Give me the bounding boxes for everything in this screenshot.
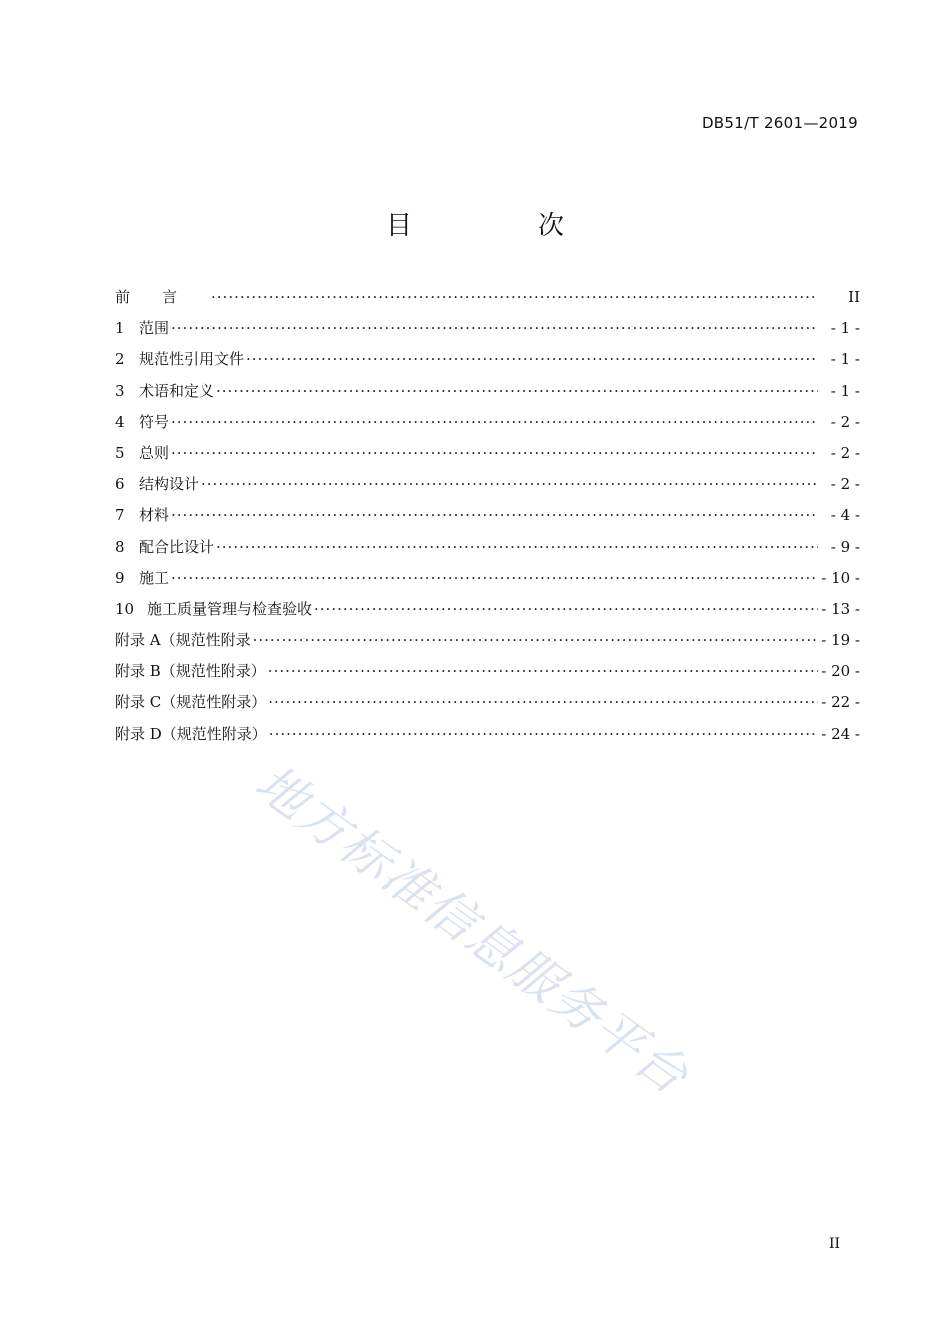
toc-entry-number: 3: [115, 381, 125, 400]
toc-entry-label: 施工质量管理与检查验收: [147, 599, 313, 618]
toc-leader-dots: [211, 288, 818, 306]
toc-entry-number: 1: [115, 319, 125, 338]
toc-leader-dots: [314, 600, 818, 618]
page-title: 目 次: [385, 211, 614, 241]
toc-entry-label: 附录 C（规范性附录）: [115, 693, 267, 712]
toc-entry-label: 结构设计: [139, 475, 200, 494]
toc-entry-label: 范围: [139, 319, 170, 338]
toc-entry-number: 6: [115, 475, 125, 494]
toc-entry[interactable]: [115, 660, 860, 691]
toc-entry[interactable]: [115, 473, 860, 504]
toc-entry-page: - 2 -: [830, 475, 860, 494]
standard-code: DB51/T 2601—2019: [701, 114, 858, 132]
toc-entry-label: 材料: [139, 506, 170, 525]
toc-entry[interactable]: [115, 504, 860, 535]
toc-entry-page: - 4 -: [830, 506, 860, 525]
toc-entry-number: 4: [115, 412, 125, 431]
toc-leader-dots: [268, 662, 818, 680]
toc-entry[interactable]: [115, 317, 860, 348]
toc-entry[interactable]: [115, 348, 860, 379]
toc-entry-page: - 1 -: [830, 319, 860, 338]
toc-entry[interactable]: [115, 723, 860, 754]
toc-leader-dots: [171, 444, 818, 462]
toc-entry-page: - 19 -: [821, 631, 860, 650]
toc-entry[interactable]: [115, 567, 860, 598]
table-of-contents: [115, 286, 860, 754]
toc-entry-page: - 10 -: [821, 568, 860, 587]
toc-entry[interactable]: [115, 380, 860, 411]
toc-entry-number: 2: [115, 350, 125, 369]
page-number: II: [828, 1236, 840, 1252]
toc-entry-label: 施工: [139, 568, 170, 587]
toc-entry-page: - 1 -: [830, 381, 860, 400]
toc-entry[interactable]: [115, 442, 860, 473]
toc-leader-dots: [268, 693, 818, 711]
toc-entry[interactable]: [115, 411, 860, 442]
toc-entry[interactable]: [115, 691, 860, 722]
toc-entry-label: 术语和定义: [139, 381, 215, 400]
toc-entry-page: - 2 -: [830, 412, 860, 431]
toc-leader-dots: [216, 538, 818, 556]
toc-entry-number: 5: [115, 443, 125, 462]
toc-entry[interactable]: [115, 286, 860, 317]
toc-entry-page: - 20 -: [821, 662, 860, 681]
toc-leader-dots: [171, 506, 818, 524]
toc-entry-page: - 13 -: [821, 599, 860, 618]
watermark: 地方标准信息服务平台: [244, 753, 700, 1107]
toc-entry-number: 9: [115, 568, 125, 587]
toc-entry-number: 7: [115, 506, 125, 525]
toc-entry-number: 8: [115, 537, 125, 556]
toc-entry-page: - 24 -: [821, 724, 860, 743]
toc-entry-label: 总则: [139, 443, 170, 462]
toc-leader-dots: [201, 475, 818, 493]
toc-entry-page: - 2 -: [830, 443, 860, 462]
toc-leader-dots: [253, 631, 818, 649]
toc-entry-label: 附录 A（规范性附录: [115, 631, 251, 650]
toc-entry-page: II: [848, 288, 860, 306]
toc-entry-number: 10: [115, 599, 135, 618]
toc-entry[interactable]: [115, 629, 860, 660]
toc-entry-label: 符号: [139, 412, 170, 431]
toc-entry-page: - 22 -: [821, 693, 860, 712]
toc-entry[interactable]: [115, 598, 860, 629]
toc-entry-page: - 9 -: [830, 537, 860, 556]
toc-entry-label: 附录 B（规范性附录）: [115, 662, 266, 681]
toc-leader-dots: [171, 569, 818, 587]
toc-leader-dots: [171, 319, 818, 337]
toc-leader-dots: [171, 413, 818, 431]
toc-entry-label: 规范性引用文件: [139, 350, 245, 369]
toc-entry-page: - 1 -: [830, 350, 860, 369]
toc-leader-dots: [216, 382, 818, 400]
toc-entry-label: 前言: [115, 288, 210, 306]
toc-leader-dots: [246, 350, 818, 368]
toc-entry[interactable]: [115, 536, 860, 567]
toc-entry-label: 附录 D（规范性附录）: [115, 724, 267, 743]
toc-entry-label: 配合比设计: [139, 537, 215, 556]
toc-leader-dots: [269, 725, 818, 743]
